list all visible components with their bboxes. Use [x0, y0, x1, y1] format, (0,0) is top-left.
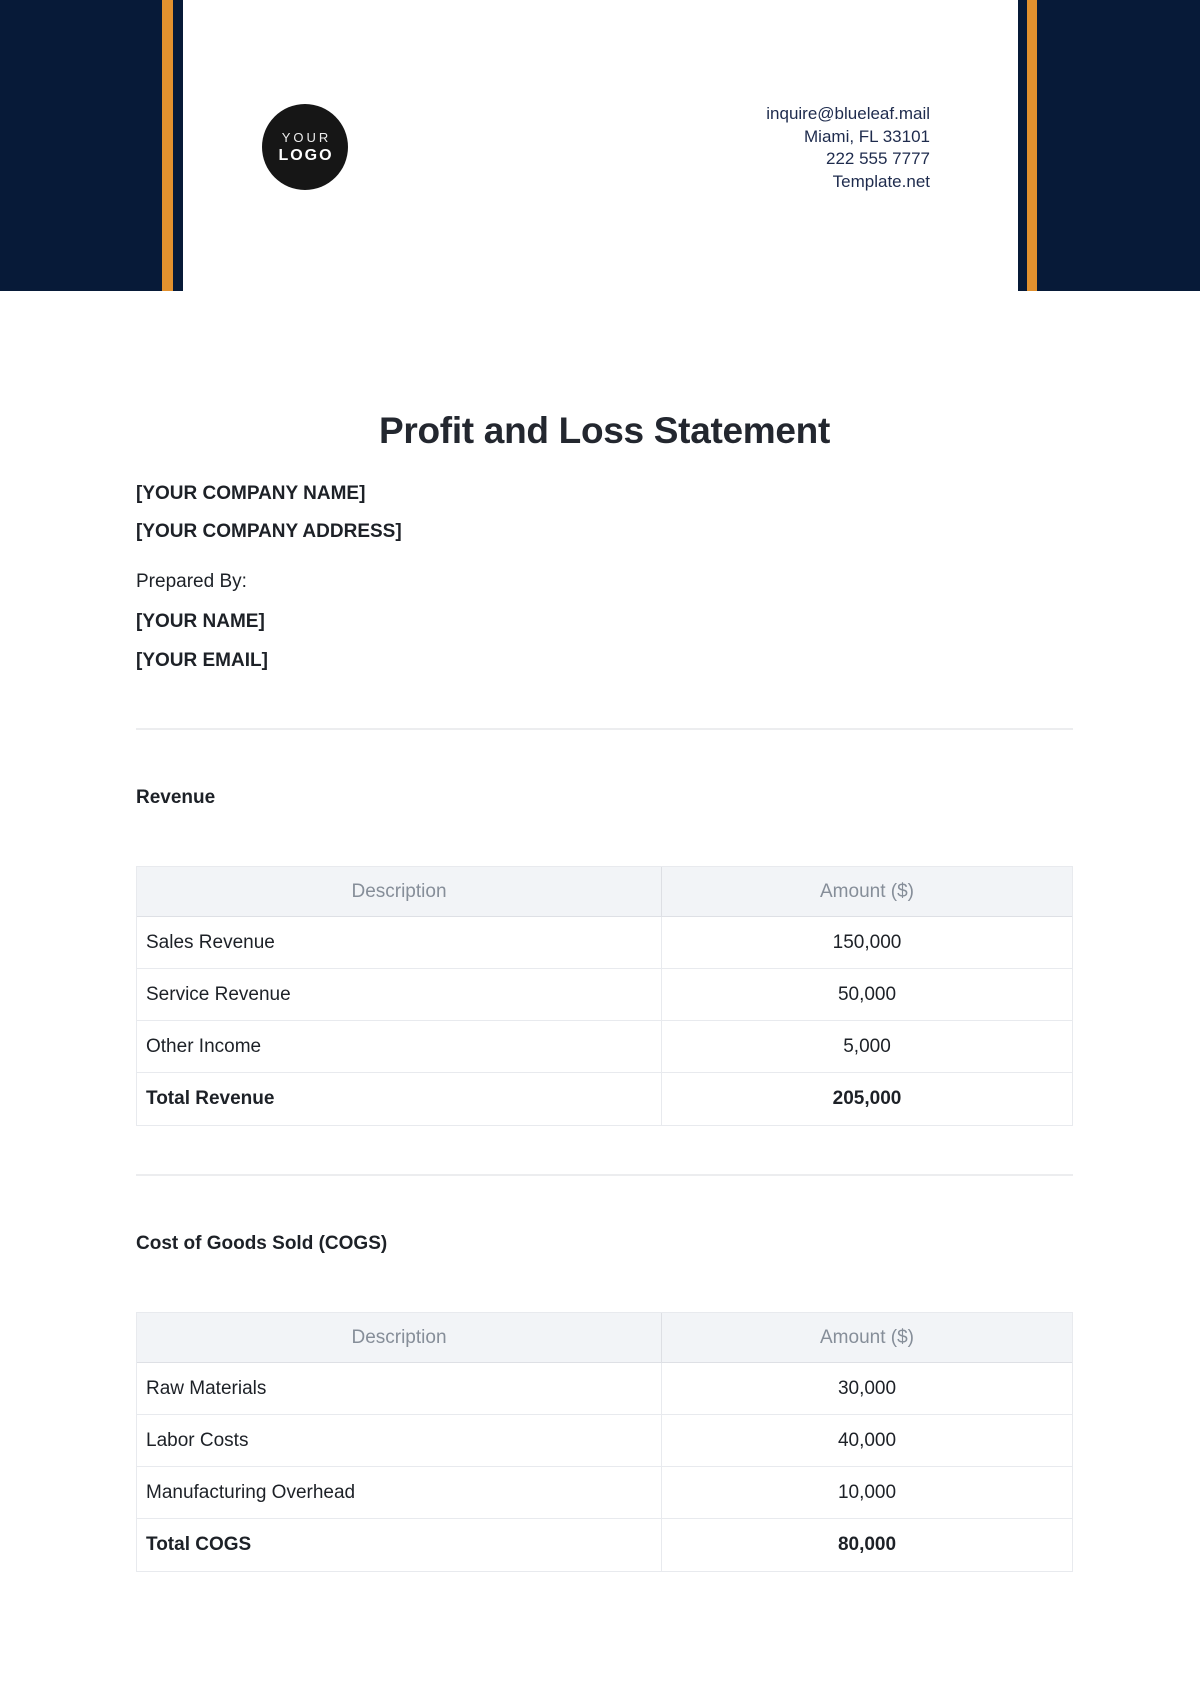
- row-description: Sales Revenue: [137, 917, 662, 968]
- row-description: Total COGS: [137, 1519, 662, 1571]
- logo-text-logo: LOGO: [278, 146, 334, 164]
- row-amount: 40,000: [837, 1429, 897, 1451]
- table-row: [137, 1467, 1072, 1519]
- company-name: [YOUR COMPANY NAME]: [136, 483, 366, 504]
- section-divider: [136, 728, 1073, 730]
- table-body: [137, 1363, 1072, 1571]
- row-description: Labor Costs: [137, 1415, 662, 1466]
- header-navy-stripe-left: [173, 0, 183, 291]
- table-body: [137, 917, 1072, 1125]
- header-band: [0, 0, 1200, 291]
- table-row: [137, 969, 1072, 1021]
- data-table: [136, 1312, 1073, 1572]
- table-row: [137, 1415, 1072, 1467]
- table-row: [137, 1363, 1072, 1415]
- company-address: [YOUR COMPANY ADDRESS]: [136, 521, 402, 542]
- statement-section: [136, 1174, 1073, 1572]
- sections-container: [136, 728, 1073, 1572]
- table-row: [137, 917, 1072, 969]
- column-header-description: Description: [137, 867, 662, 916]
- header-orange-stripe-left: [162, 0, 173, 291]
- row-amount: 10,000: [837, 1481, 897, 1503]
- row-amount: 150,000: [832, 931, 902, 953]
- column-header-amount: Amount ($): [820, 1326, 914, 1348]
- statement-section: [136, 728, 1073, 1126]
- column-header-description: Description: [137, 1313, 662, 1362]
- prepared-by-label: Prepared By:: [136, 571, 247, 592]
- header-orange-stripe-right: [1027, 0, 1037, 291]
- preparer-name: [YOUR NAME]: [136, 611, 265, 632]
- table-row: [137, 1021, 1072, 1073]
- row-amount: 80,000: [837, 1534, 897, 1555]
- row-description: Manufacturing Overhead: [137, 1467, 662, 1518]
- company-info-block: [136, 480, 1073, 675]
- section-heading: Revenue: [136, 787, 216, 808]
- row-description: Total Revenue: [137, 1073, 662, 1125]
- table-row: [137, 1519, 1072, 1571]
- logo: [262, 104, 348, 190]
- contact-info: [766, 103, 930, 193]
- header-navy-stripe-right: [1018, 0, 1027, 291]
- row-amount: 30,000: [837, 1377, 897, 1399]
- row-amount: 205,000: [832, 1088, 902, 1109]
- header-navy-block-right: [1037, 0, 1200, 291]
- table-header-row: [137, 1313, 1072, 1363]
- table-header-row: [137, 867, 1072, 917]
- logo-text-your: YOUR: [281, 129, 332, 145]
- document-title: Profit and Loss Statement: [379, 410, 830, 451]
- contact-address: Miami, FL 33101: [804, 126, 930, 146]
- document-body: [0, 408, 1200, 1572]
- row-description: Raw Materials: [137, 1363, 662, 1414]
- row-amount: 5,000: [843, 1035, 891, 1057]
- preparer-email: [YOUR EMAIL]: [136, 650, 268, 671]
- row-description: Service Revenue: [137, 969, 662, 1020]
- row-amount: 50,000: [837, 983, 897, 1005]
- row-description: Other Income: [137, 1021, 662, 1072]
- contact-website: Template.net: [832, 171, 930, 191]
- contact-phone: 222 555 7777: [826, 149, 930, 168]
- contact-email: inquire@blueleaf.mail: [766, 104, 930, 123]
- section-heading: Cost of Goods Sold (COGS): [136, 1233, 388, 1254]
- section-divider: [136, 1174, 1073, 1176]
- column-header-amount: Amount ($): [820, 880, 914, 902]
- header-navy-block-left: [0, 0, 162, 291]
- table-row: [137, 1073, 1072, 1125]
- data-table: [136, 866, 1073, 1126]
